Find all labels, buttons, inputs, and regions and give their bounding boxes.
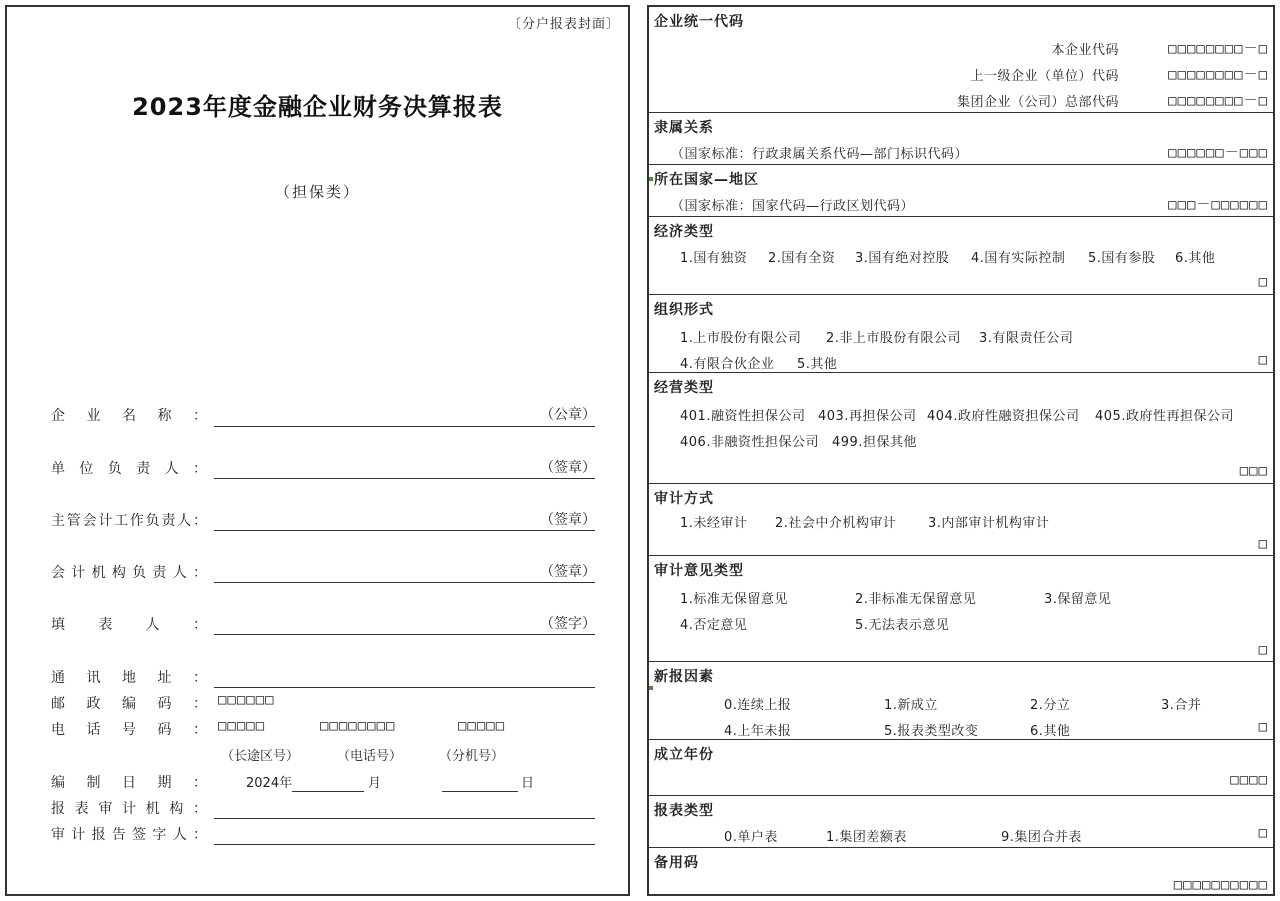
date-day: 日	[521, 776, 535, 791]
reserve-code-boxes[interactable]: □□□□□□□□□□	[1173, 877, 1268, 893]
date-year: 2024年	[246, 776, 293, 791]
code-row-label: 集团企业（公司）总部代码	[956, 95, 1119, 110]
audit-org-label: 报表审计机构：	[51, 801, 207, 817]
establish-year-boxes[interactable]: □□□□	[1230, 772, 1268, 788]
option: 401.融资性担保公司	[680, 409, 806, 424]
affiliation-code-boxes[interactable]: □□□□□□－□□□	[1168, 145, 1268, 161]
section-title: 企业统一代码	[654, 14, 744, 30]
company-name-input[interactable]	[214, 404, 595, 427]
section-title: 所在国家—地区	[654, 172, 759, 188]
phone-label: 电话号码：	[51, 722, 207, 738]
option: 499.担保其他	[832, 435, 917, 450]
unit-head-input[interactable]	[214, 456, 595, 479]
code-page	[647, 5, 1275, 896]
option: 4.否定意见	[680, 618, 748, 633]
address-label: 通讯地址：	[51, 670, 207, 686]
phone-number-boxes[interactable]: □□□□□□□□	[320, 718, 396, 734]
section-report-type	[649, 796, 1273, 848]
option: 2.分立	[1030, 698, 1071, 713]
option: 1.未经审计	[680, 516, 748, 531]
code-row-label: 上一级企业（单位）代码	[970, 69, 1119, 84]
address-input[interactable]	[214, 665, 595, 688]
cell-marker	[649, 177, 653, 181]
phone-number-hint: （电话号）	[337, 749, 403, 764]
cover-tag: 〔分户报表封面〕	[507, 17, 620, 32]
field-label: 填表人：	[51, 617, 207, 633]
enterprise-code-boxes[interactable]: □□□□□□□□－□	[1168, 41, 1268, 57]
option: 5.国有参股	[1088, 251, 1156, 266]
section-audit-method	[649, 484, 1273, 556]
option: 3.内部审计机构审计	[928, 516, 1050, 531]
postcode-label: 邮政编码：	[51, 696, 207, 712]
cover-page	[5, 5, 630, 896]
section-reserve-code	[649, 848, 1273, 894]
option: 6.其他	[1175, 251, 1216, 266]
option: 405.政府性再担保公司	[1095, 409, 1234, 424]
organization-form-box[interactable]: □	[1258, 352, 1268, 368]
date-month: 月	[368, 776, 382, 791]
option: 9.集团合并表	[1001, 830, 1082, 845]
option: 4.上年未报	[724, 724, 792, 739]
seal-note: （签字）	[540, 616, 596, 632]
seal-note: （签章）	[540, 460, 596, 476]
option: 3.国有绝对控股	[855, 251, 950, 266]
region-code-boxes[interactable]: □□□－□□□□□□	[1168, 197, 1268, 213]
report-type-box[interactable]: □	[1258, 825, 1268, 841]
option: 1.标准无保留意见	[680, 592, 788, 607]
option: 5.报表类型改变	[884, 724, 979, 739]
option: 2.非标准无保留意见	[855, 592, 977, 607]
section-title: 备用码	[654, 855, 699, 871]
field-label: 企业名称：	[51, 408, 207, 424]
document-title: 2023年度金融企业财务决算报表	[132, 93, 503, 121]
option: 1.新成立	[884, 698, 938, 713]
field-label: 主管会计工作负责人：	[51, 513, 207, 529]
audit-signer-input[interactable]	[214, 822, 595, 845]
audit-method-box[interactable]: □	[1258, 536, 1268, 552]
day-input[interactable]	[442, 772, 518, 792]
section-audit-opinion	[649, 556, 1273, 662]
phone-area-boxes[interactable]: □□□□□	[218, 718, 266, 734]
section-organization-form	[649, 295, 1273, 373]
option: 4.国有实际控制	[971, 251, 1066, 266]
option: 6.其他	[1030, 724, 1071, 739]
section-title: 审计方式	[654, 491, 714, 507]
phone-area-hint: （长途区号）	[221, 749, 300, 764]
seal-note: （签章）	[540, 564, 596, 580]
option: 1.集团差额表	[826, 830, 907, 845]
group-code-boxes[interactable]: □□□□□□□□－□	[1168, 93, 1268, 109]
option: 2.非上市股份有限公司	[826, 331, 961, 346]
option: 0.单户表	[724, 830, 778, 845]
option: 404.政府性融资担保公司	[927, 409, 1080, 424]
section-economic-type	[649, 217, 1273, 295]
option: 2.社会中介机构审计	[775, 516, 897, 531]
accounting-head-input[interactable]	[214, 508, 595, 531]
seal-note: （签章）	[540, 512, 596, 528]
month-input[interactable]	[292, 772, 364, 792]
seal-note: （公章）	[540, 407, 596, 423]
date-label: 编制日期：	[51, 775, 207, 791]
audit-org-input[interactable]	[214, 796, 595, 819]
preparer-input[interactable]	[214, 612, 595, 635]
section-establish-year	[649, 740, 1273, 796]
option: 3.保留意见	[1044, 592, 1112, 607]
section-title: 报表类型	[654, 803, 714, 819]
option: 4.有限合伙企业	[680, 357, 775, 372]
phone-ext-hint: （分机号）	[439, 749, 505, 764]
phone-ext-boxes[interactable]: □□□□□	[458, 718, 506, 734]
option: 3.有限责任公司	[979, 331, 1074, 346]
option: 403.再担保公司	[818, 409, 917, 424]
section-enterprise-code	[649, 7, 1273, 113]
option: 3.合并	[1161, 698, 1202, 713]
section-title: 经营类型	[654, 380, 714, 396]
parent-code-boxes[interactable]: □□□□□□□□－□	[1168, 67, 1268, 83]
section-note: （国家标准：行政隶属关系代码—部门标识代码）	[671, 147, 969, 162]
section-title: 隶属关系	[654, 120, 714, 136]
economic-type-box[interactable]: □	[1258, 274, 1268, 290]
audit-opinion-box[interactable]: □	[1258, 642, 1268, 658]
field-label: 会计机构负责人：	[51, 565, 207, 581]
section-new-report-factor	[649, 662, 1273, 740]
option: 0.连续上报	[724, 698, 792, 713]
section-affiliation	[649, 113, 1273, 165]
section-title: 组织形式	[654, 302, 714, 318]
section-title: 经济类型	[654, 224, 714, 240]
accounting-org-head-input[interactable]	[214, 560, 595, 583]
option: 406.非融资性担保公司	[680, 435, 819, 450]
option: 1.上市股份有限公司	[680, 331, 802, 346]
postcode-boxes[interactable]: □□□□□□	[218, 692, 275, 708]
option: 1.国有独资	[680, 251, 748, 266]
new-factor-box[interactable]: □	[1258, 719, 1268, 735]
section-region	[649, 165, 1273, 217]
code-row-label: 本企业代码	[1051, 43, 1119, 58]
section-title: 成立年份	[654, 747, 714, 763]
section-note: （国家标准：国家代码—行政区划代码）	[671, 199, 915, 214]
option: 2.国有全资	[768, 251, 836, 266]
cell-marker	[649, 686, 653, 690]
business-type-boxes[interactable]: □□□	[1239, 463, 1268, 479]
option: 5.无法表示意见	[855, 618, 950, 633]
section-business-type	[649, 373, 1273, 484]
document-category: （担保类）	[274, 183, 360, 201]
option: 5.其他	[797, 357, 838, 372]
section-title: 审计意见类型	[654, 563, 744, 579]
section-title: 新报因素	[654, 669, 714, 685]
field-label: 单位负责人：	[51, 461, 207, 477]
audit-signer-label: 审计报告签字人：	[51, 827, 207, 843]
